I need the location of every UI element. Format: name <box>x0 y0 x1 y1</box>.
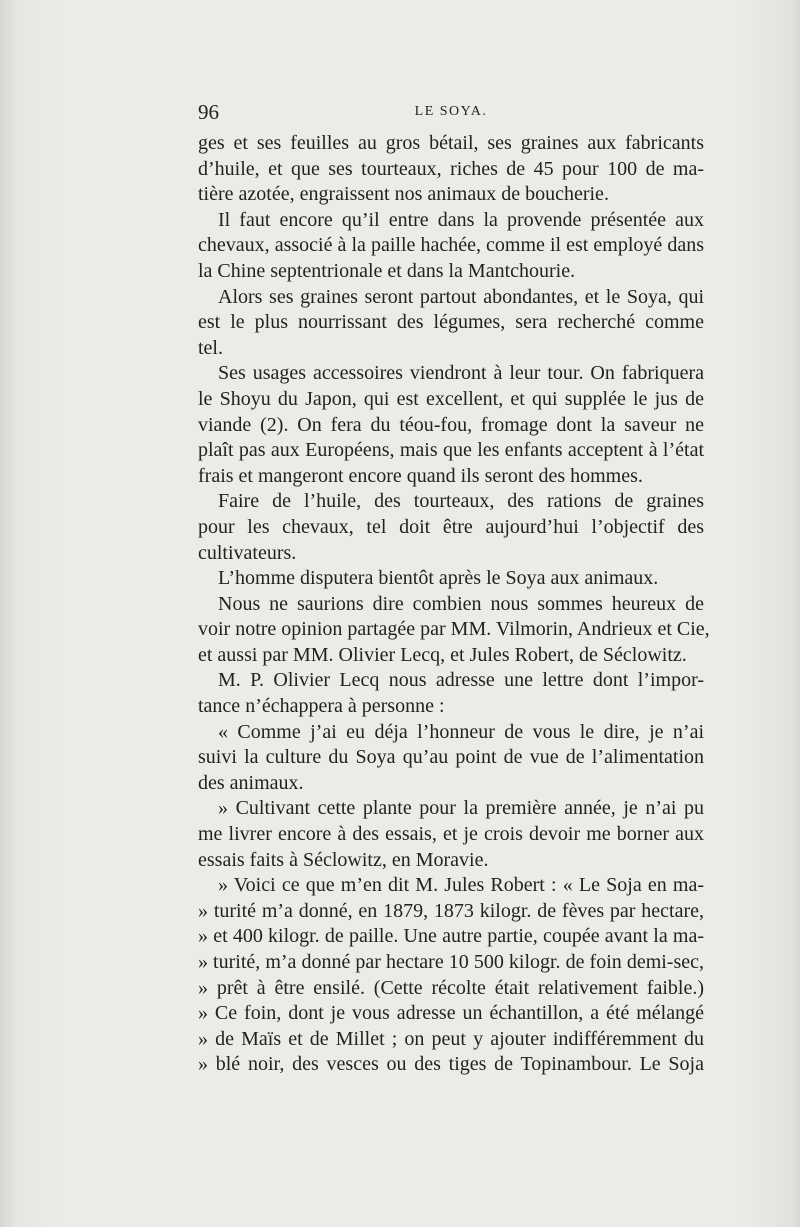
text-line: Il faut encore qu’il entre dans la provende présentée aux <box>218 208 704 231</box>
text-line: est le plus nourrissant des légumes, sera recherché comme <box>198 311 704 334</box>
text-line: » Cultivant cette plante pour la première année, je n’ai pu <box>218 797 704 820</box>
text-line: viande (2). On fera du téou-fou, fromage dont la saveur ne <box>198 413 704 436</box>
text-line: M. P. Olivier Lecq nous adresse une lettre dont l’impor- <box>218 669 704 692</box>
text-line: la Chine septentrionale et dans la Mantchourie. <box>198 259 576 282</box>
text-line: d’huile, et que ses tourteaux, riches de 45 pour 100 de ma- <box>198 157 704 180</box>
text-line: » et 400 kilogr. de paille. Une autre partie, coupée avant la ma- <box>198 925 704 948</box>
text-line: » turité, m’a donné par hectare 10 500 kilogr. de foin demi-sec, <box>198 951 704 973</box>
text-line: tance n’échappera à personne : <box>198 695 445 718</box>
text-line: » turité m’a donné, en 1879, 1873 kilogr. de fèves par hectare, <box>198 899 704 922</box>
text-line: cultivateurs. <box>198 541 297 564</box>
text-line: chevaux, associé à la paille hachée, comme il est employé dans <box>198 234 704 257</box>
text-line: plaît pas aux Européens, mais que les enfants acceptent à l’état <box>198 439 704 462</box>
page-number: 96 <box>198 100 219 124</box>
running-head: LE SOYA. <box>414 104 488 119</box>
text-line: » Voici ce que m’en dit M. Jules Robert : « Le Soja en ma- <box>218 874 704 897</box>
text-line: » Ce foin, dont je vous adresse un échantillon, a été mélangé <box>198 1002 704 1025</box>
text-line: et aussi par MM. Olivier Lecq, et Jules Robert, de Séclowitz. <box>198 643 687 666</box>
text-line: le Shoyu du Japon, qui est excellent, et qui supplée le jus de <box>198 387 704 410</box>
text-line: Ses usages accessoires viendront à leur tour. On fabriquera <box>218 362 704 385</box>
text-line: essais faits à Séclowitz, en Moravie. <box>198 848 489 871</box>
text-line: voir notre opinion partagée par MM. Vilmorin, Andrieux et Cie, <box>198 618 710 641</box>
text-line: L’homme disputera bientôt après le Soya aux animaux. <box>218 567 659 590</box>
text-line: » de Maïs et de Millet ; on peut y ajouter indifféremment du <box>198 1027 704 1050</box>
text-line: ges et ses feuilles au gros bétail, ses graines aux fabricants <box>198 132 704 154</box>
text-line: suivi la culture du Soya qu’au point de vue de l’alimentation <box>198 746 704 769</box>
body-text <box>198 131 710 1078</box>
text-line: Alors ses graines seront partout abondantes, et le Soya, qui <box>218 285 704 308</box>
page-header <box>198 100 704 126</box>
text-line: me livrer encore à des essais, et je crois devoir me borner aux <box>198 823 704 846</box>
text-line: des animaux. <box>198 771 304 794</box>
text-line: tel. <box>198 336 223 359</box>
text-line: » prêt à être ensilé. (Cette récolte était relativement faible.) <box>198 976 704 999</box>
text-line: frais et mangeront encore quand ils seront des hommes. <box>198 464 643 487</box>
text-line: » blé noir, des vesces ou des tiges de Topinambour. Le Soja <box>198 1053 704 1076</box>
text-line: Nous ne saurions dire combien nous sommes heureux de <box>218 592 704 615</box>
text-line: tière azotée, engraissent nos animaux de boucherie. <box>198 183 609 206</box>
text-line: pour les chevaux, tel doit être aujourd’hui l’objectif des <box>198 515 704 538</box>
text-line: Faire de l’huile, des tourteaux, des rations de graines <box>218 490 704 513</box>
text-line: « Comme j’ai eu déja l’honneur de vous le dire, je n’ai <box>218 720 704 743</box>
